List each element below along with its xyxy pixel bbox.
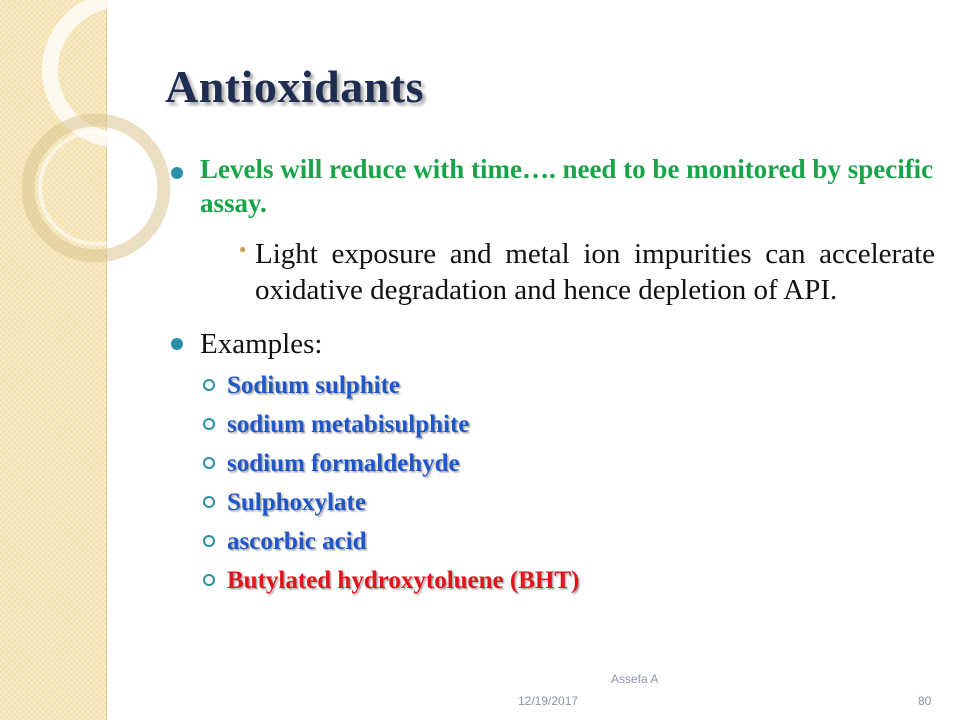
bullet-examples xyxy=(165,326,935,362)
footer-author: Assefa A xyxy=(611,672,659,686)
bullet-dot-icon xyxy=(171,338,183,350)
ring-bullet-icon xyxy=(203,418,215,430)
ring-bullet-icon xyxy=(203,496,215,508)
ring-bullet-icon xyxy=(203,379,215,391)
bullet-light-exposure xyxy=(165,236,935,308)
example-text: sodium metabisulphite xyxy=(227,411,470,438)
list-item xyxy=(165,526,935,565)
example-text: Sulphoxylate xyxy=(227,489,366,516)
list-item xyxy=(165,409,935,448)
examples-list xyxy=(165,370,935,604)
footer-date: 12/19/2017 xyxy=(518,694,579,708)
bullet-levels xyxy=(165,152,935,220)
decorative-sidebar xyxy=(0,0,107,720)
example-text-highlight: Butylated hydroxytoluene (BHT) xyxy=(227,567,580,594)
list-item xyxy=(165,448,935,487)
ring-bullet-icon xyxy=(203,457,215,469)
bullet-light-text: Light exposure and metal ion impurities can accelerate oxidative degradation and hence depletion of API. xyxy=(255,238,935,306)
footer-page-number: 80 xyxy=(918,694,932,708)
list-item xyxy=(165,370,935,409)
example-text: ascorbic acid xyxy=(227,528,367,555)
example-text: Sodium sulphite xyxy=(227,372,400,399)
examples-label: Examples: xyxy=(200,328,323,360)
ring-bullet-icon xyxy=(203,574,215,586)
list-item xyxy=(165,487,935,526)
example-text: sodium formaldehyde xyxy=(227,450,460,477)
bullet-dot-icon xyxy=(171,167,183,179)
small-dot-icon: ● xyxy=(239,242,247,256)
list-item xyxy=(165,565,935,604)
slide-title: Antioxidants xyxy=(165,61,425,112)
slide-content xyxy=(165,152,935,604)
ring-bullet-icon xyxy=(203,535,215,547)
bullet-levels-text: Levels will reduce with time…. need to be monitored by specific assay. xyxy=(200,154,934,218)
